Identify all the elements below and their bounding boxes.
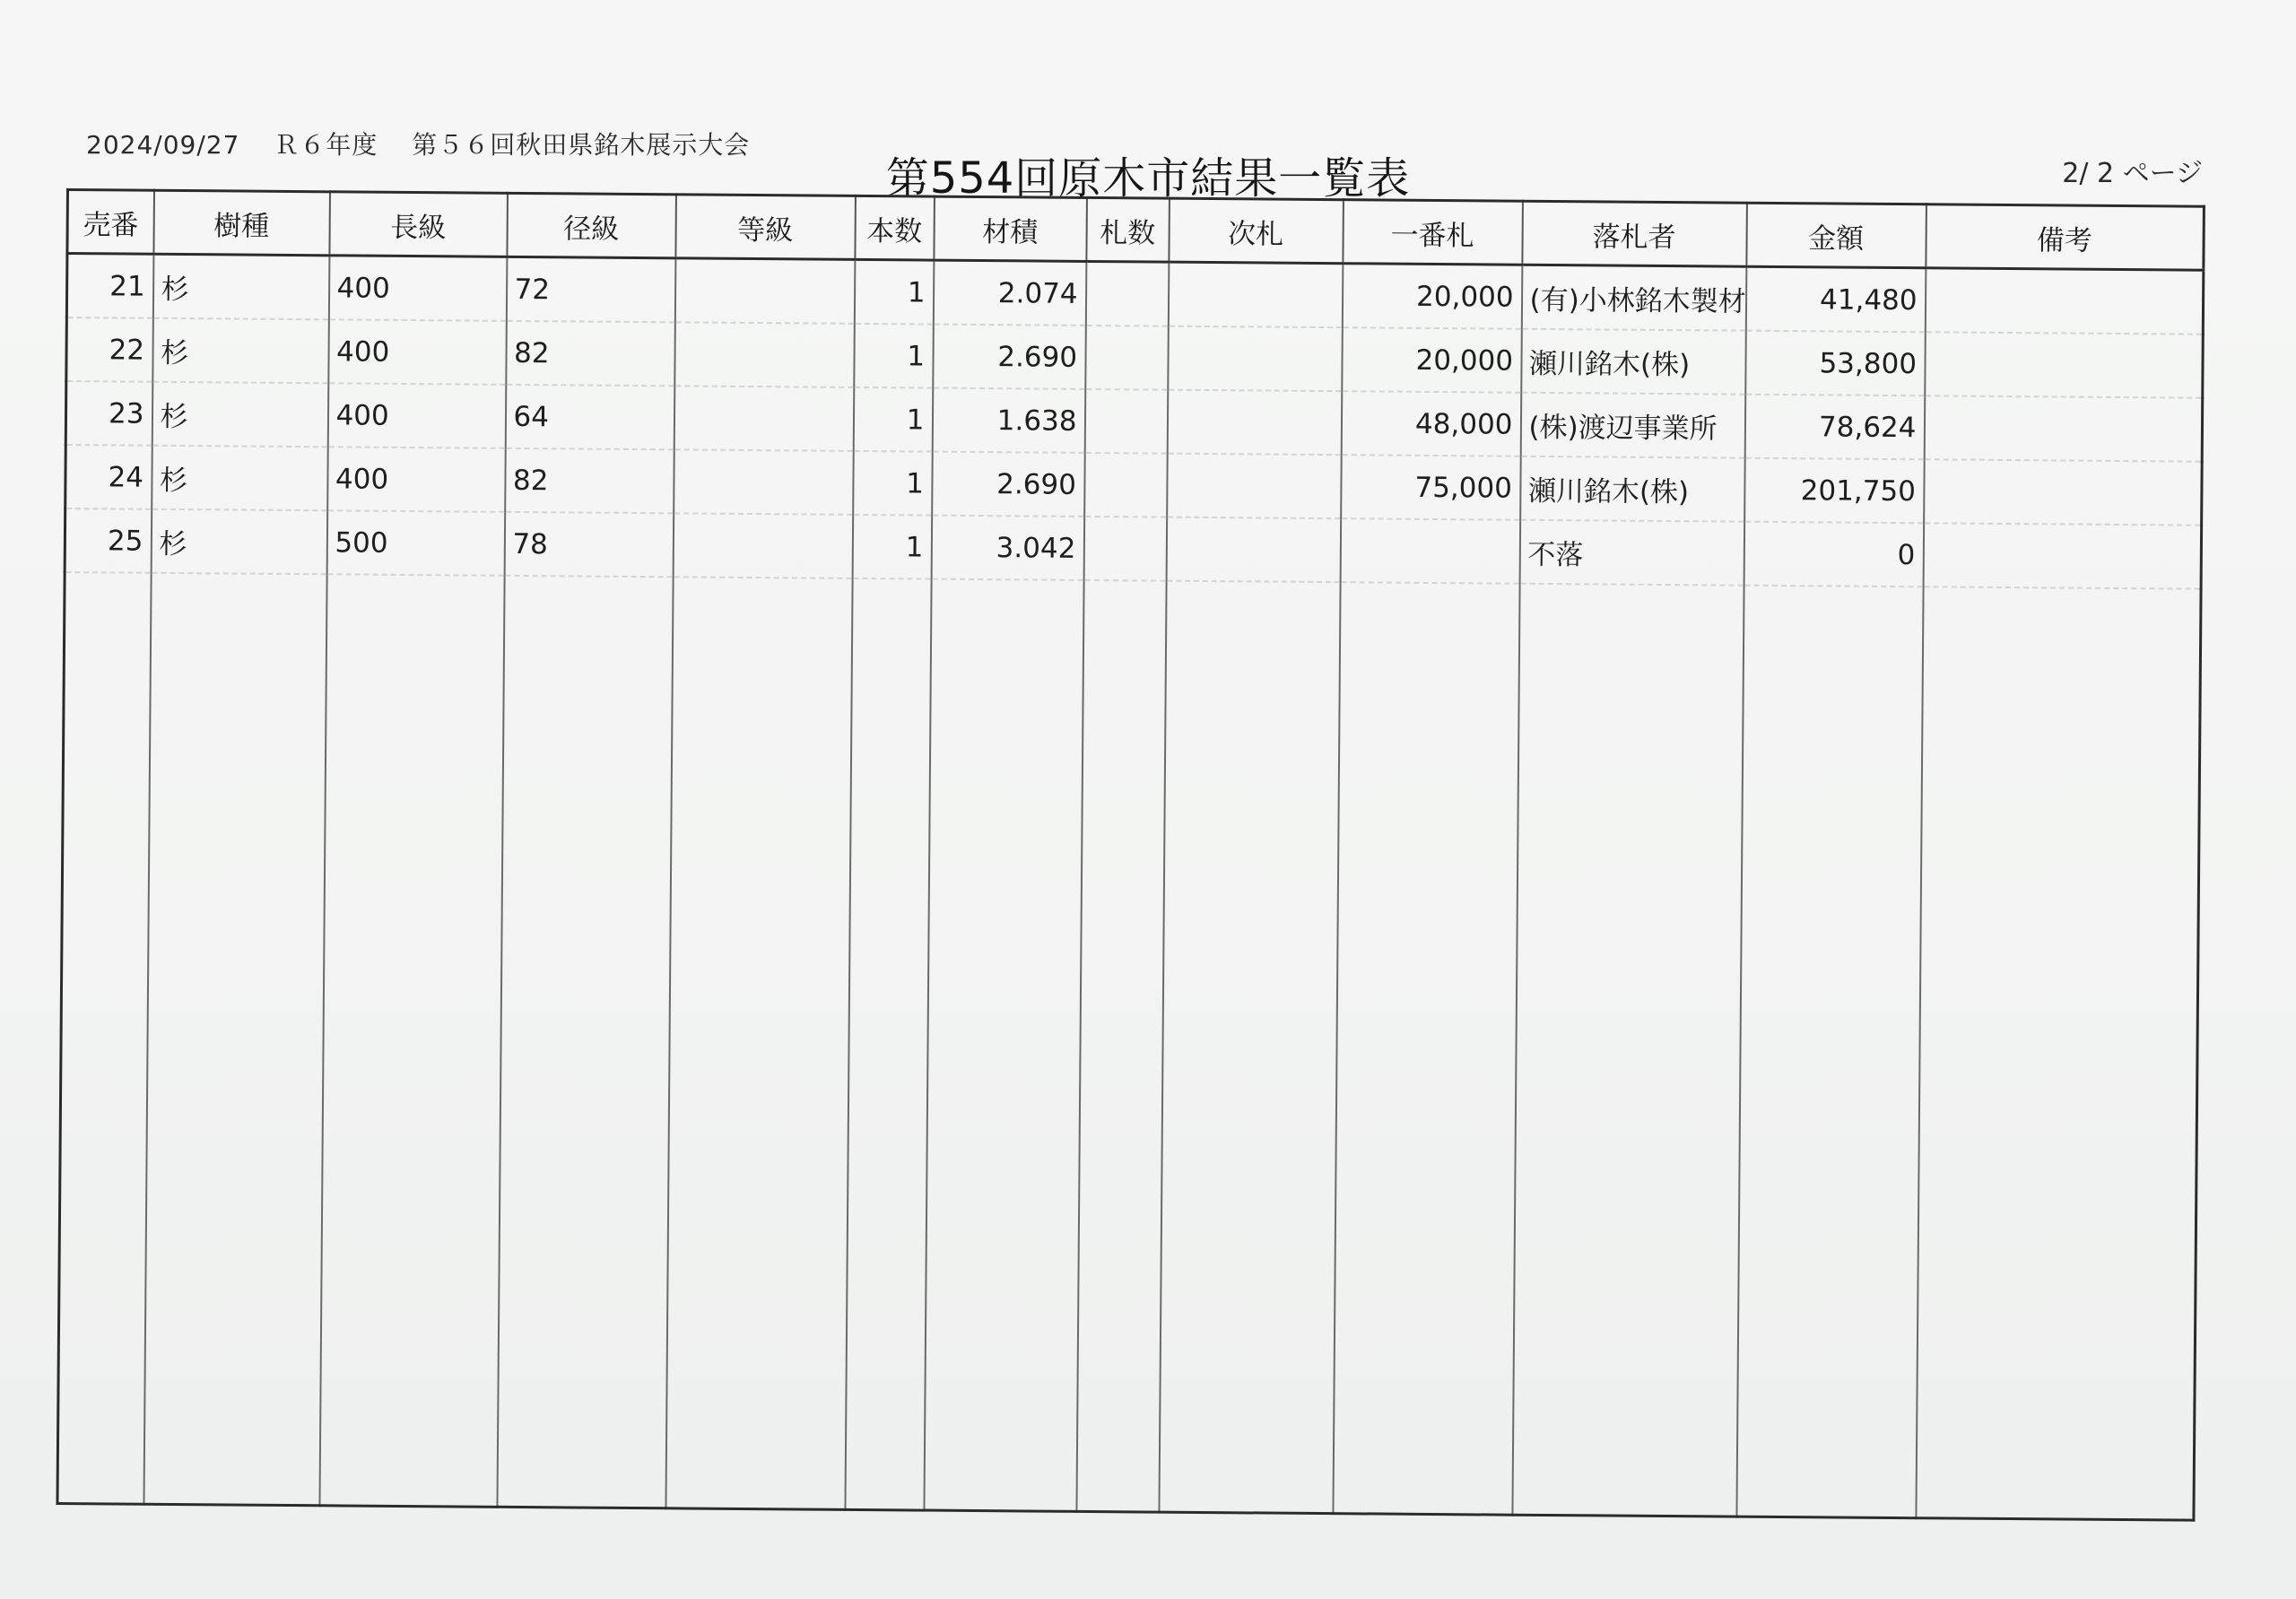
winner-cell: 瀬川銘木(株) [1521, 329, 1746, 395]
col-header-count: 本数 [855, 196, 935, 260]
empty-table-area [57, 572, 2201, 1520]
empty-cell [845, 578, 931, 1510]
amount-cell: 0 [1744, 522, 1924, 587]
volume-cell: 2.690 [933, 325, 1086, 389]
diameter-cell: 82 [505, 448, 674, 513]
amount-cell: 201,750 [1744, 458, 1925, 524]
bids-cell [1084, 453, 1168, 517]
col-header-bids: 札数 [1086, 197, 1170, 262]
page-number: 2/ 2 ページ [2062, 158, 2203, 189]
note-cell [1924, 395, 2203, 461]
length-cell: 400 [327, 383, 506, 448]
empty-cell [1076, 580, 1166, 1512]
bids-cell [1083, 517, 1167, 581]
second-bid-cell [1168, 262, 1343, 327]
amount-cell: 53,800 [1745, 331, 1926, 396]
length-cell: 500 [326, 510, 505, 576]
col-header-species: 樹種 [153, 190, 330, 256]
second-bid-cell [1168, 326, 1343, 392]
grade-cell [674, 258, 855, 324]
diameter-cell: 72 [506, 256, 675, 322]
empty-cell [665, 577, 852, 1509]
winner-cell: 瀬川銘木(株) [1520, 456, 1745, 522]
first-bid-cell: 75,000 [1341, 455, 1521, 520]
diameter-cell: 78 [504, 512, 674, 577]
count-cell: 1 [854, 324, 934, 388]
length-cell: 400 [327, 447, 506, 512]
species-cell: 杉 [151, 509, 327, 575]
grade-cell [674, 449, 854, 515]
lot-cell: 24 [65, 445, 152, 509]
empty-cell [144, 573, 326, 1506]
bids-cell [1084, 389, 1168, 454]
results-table [56, 188, 2205, 1522]
col-header-length: 長級 [329, 192, 508, 257]
col-header-amount: 金額 [1746, 203, 1926, 268]
empty-cell [924, 579, 1083, 1512]
note-cell [1925, 332, 2204, 397]
count-cell: 1 [854, 259, 934, 324]
second-bid-cell [1167, 454, 1342, 519]
first-bid-cell [1340, 518, 1520, 584]
species-cell: 杉 [152, 382, 328, 448]
lot-cell: 25 [65, 508, 152, 573]
col-header-diameter: 径級 [507, 193, 676, 257]
empty-cell [1333, 582, 1519, 1515]
col-header-grade: 等級 [675, 195, 856, 260]
second-bid-cell [1166, 517, 1341, 583]
empty-cell [1512, 584, 1744, 1516]
species-cell: 杉 [152, 318, 329, 384]
grade-cell [674, 322, 855, 387]
volume-cell: 3.042 [931, 516, 1084, 580]
length-cell: 400 [328, 256, 507, 321]
count-cell: 1 [853, 387, 933, 452]
fiscal-year: Ｒ６年度 [274, 130, 378, 160]
empty-cell [1916, 587, 2201, 1520]
empty-cell [497, 576, 673, 1508]
grade-cell [674, 386, 854, 451]
count-cell: 1 [852, 515, 932, 579]
empty-cell [1736, 586, 1923, 1518]
bids-cell [1085, 326, 1169, 390]
col-header-second-bid: 次札 [1169, 198, 1344, 264]
empty-cell [319, 574, 504, 1507]
first-bid-cell: 48,000 [1341, 391, 1521, 456]
volume-cell: 1.638 [932, 388, 1085, 453]
col-header-winner: 落札者 [1522, 201, 1747, 266]
winner-cell: (株)渡辺事業所 [1520, 393, 1745, 458]
grade-cell [673, 513, 853, 578]
note-cell [1923, 523, 2202, 588]
results-table-frame [56, 188, 2202, 1522]
diameter-cell: 64 [505, 385, 674, 449]
lot-cell: 22 [66, 317, 153, 382]
col-header-note: 備考 [1926, 204, 2205, 270]
lot-cell: 23 [65, 381, 152, 446]
species-cell: 杉 [152, 254, 329, 319]
volume-cell: 2.074 [933, 260, 1086, 326]
length-cell: 400 [328, 319, 507, 385]
col-header-lot: 売番 [67, 190, 154, 255]
empty-cell [1159, 581, 1340, 1514]
lot-cell: 21 [66, 254, 153, 318]
print-date: 2024/09/27 [86, 130, 240, 160]
second-bid-cell [1167, 390, 1342, 456]
col-header-first-bid: 一番札 [1343, 200, 1523, 265]
diameter-cell: 82 [506, 321, 675, 386]
empty-cell [57, 572, 151, 1504]
species-cell: 杉 [152, 446, 328, 511]
document-title: 第554回原木市結果一覧表 [885, 153, 1411, 204]
event-name: 第５６回秋田県銘木展示大会 [412, 130, 751, 160]
winner-cell: (有)小林銘木製材 [1521, 265, 1746, 330]
note-cell [1925, 268, 2204, 335]
winner-cell: 不落 [1519, 520, 1744, 586]
note-cell [1924, 459, 2203, 525]
first-bid-cell: 20,000 [1342, 327, 1522, 393]
amount-cell: 78,624 [1744, 395, 1925, 460]
count-cell: 1 [853, 451, 933, 516]
first-bid-cell: 20,000 [1342, 264, 1522, 329]
volume-cell: 2.690 [932, 452, 1085, 517]
amount-cell: 41,480 [1745, 266, 1926, 332]
col-header-volume: 材積 [934, 196, 1087, 261]
bids-cell [1085, 261, 1169, 326]
